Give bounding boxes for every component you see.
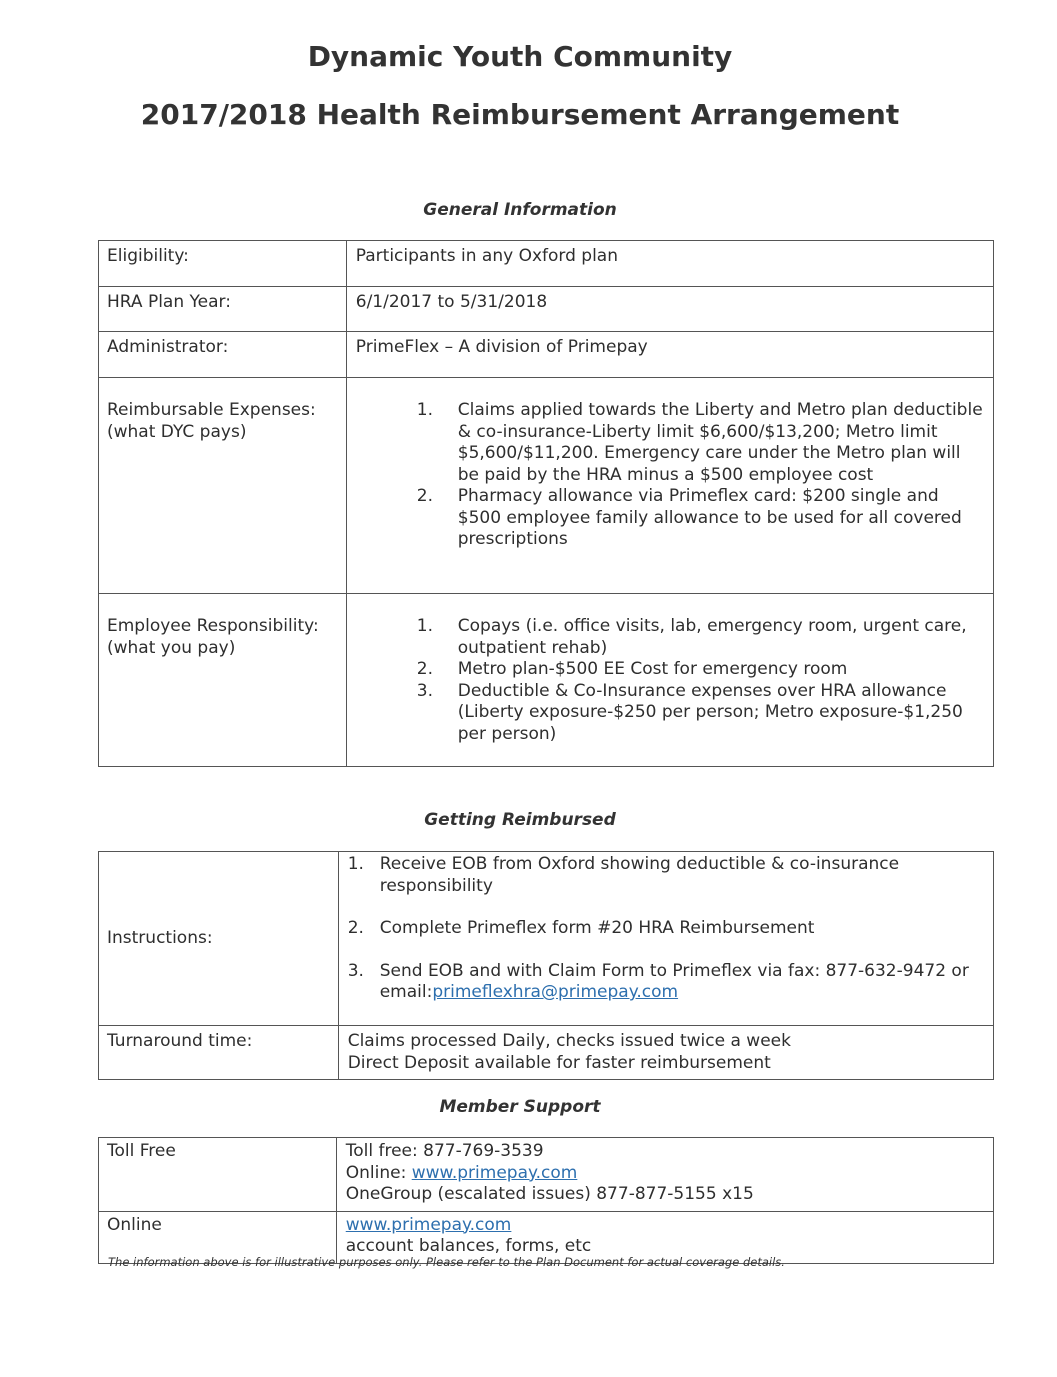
reimbursable-row (99, 378, 994, 594)
online-prefix: Online: (345, 1162, 412, 1183)
member-support-table (98, 1137, 994, 1264)
getting-reimbursed-heading: Getting Reimbursed (424, 810, 616, 830)
document-title: Dynamic Youth Community (307, 40, 733, 73)
list-item-number: 1. (416, 616, 433, 636)
general-information-heading: General Information (423, 200, 617, 220)
employee-responsibility-label (99, 594, 347, 767)
list-item (417, 616, 984, 659)
reimbursable-list (417, 400, 984, 551)
instructions-list (348, 854, 984, 1004)
employee-responsibility-row (99, 594, 994, 767)
instructions-label: Instructions: (99, 852, 339, 1026)
administrator-value: PrimeFlex – A division of Primepay (346, 332, 993, 378)
eligibility-label: Eligibility: (99, 241, 347, 287)
disclaimer-footnote: The information above is for illustrative purposes only. Please refer to the Plan Document for actual coverage details. (108, 1255, 785, 1269)
reimbursable-value (346, 378, 993, 594)
list-item (417, 486, 984, 551)
list-item (348, 854, 984, 897)
document-subtitle: 2017/2018 Health Reimbursement Arrangement (140, 98, 900, 131)
reimbursable-label-line1: Reimbursable Expenses: (107, 400, 316, 420)
list-item-text: Metro plan-$500 EE Cost for emergency room (457, 659, 848, 679)
list-item-text: Receive EOB from Oxford showing deductible & co-insurance responsibility (379, 854, 900, 896)
member-support-heading: Member Support (439, 1097, 601, 1117)
instructions-row (99, 852, 994, 1026)
online-description: account balances, forms, etc (345, 1236, 592, 1256)
employee-responsibility-list (417, 616, 984, 745)
plan-year-row (99, 287, 994, 332)
employee-responsibility-value (346, 594, 993, 767)
list-item-text: Copays (i.e. office visits, lab, emergency room, urgent care, outpatient rehab) (457, 616, 967, 658)
list-item-text: Deductible & Co-Insurance expenses over HRA allowance (Liberty exposure-$250 per person; Metro exposure-$1,250 per person) (457, 680, 963, 744)
plan-year-value: 6/1/2017 to 5/31/2018 (346, 287, 993, 332)
list-item-number: 2. (347, 918, 364, 938)
list-item-number: 1. (416, 400, 433, 420)
toll-free-number: Toll free: 877-769-3539 (345, 1141, 544, 1161)
turnaround-row (99, 1026, 994, 1080)
administrator-row (99, 332, 994, 378)
list-item-text: Complete Primeflex form #20 HRA Reimbursement (379, 918, 815, 938)
onegroup-line: OneGroup (escalated issues) 877-877-5155 x15 (345, 1184, 754, 1204)
administrator-label: Administrator: (99, 332, 347, 378)
toll-free-online (346, 1163, 984, 1185)
turnaround-label: Turnaround time: (99, 1026, 339, 1080)
list-item-text: Pharmacy allowance via Primeflex card: $200 single and $500 employee family allowance to be used for all covered prescriptions (457, 486, 962, 549)
list-item-number: 3. (416, 680, 433, 701)
list-item-text (380, 961, 984, 1004)
list-item (417, 659, 984, 681)
eligibility-row (99, 241, 994, 287)
toll-free-label: Toll Free (99, 1138, 337, 1212)
reimbursable-label (99, 378, 347, 594)
general-information-table (98, 240, 994, 767)
eligibility-value: Participants in any Oxford plan (346, 241, 993, 287)
list-item (348, 918, 984, 940)
list-item-number: 2. (416, 486, 433, 506)
list-item (417, 681, 984, 746)
list-item (417, 400, 984, 486)
primepay-link[interactable]: www.primepay.com (345, 1214, 512, 1235)
primepay-link[interactable]: www.primepay.com (411, 1162, 578, 1183)
getting-reimbursed-table (98, 851, 994, 1080)
list-item-number: 1. (347, 854, 364, 874)
turnaround-line2: Direct Deposit available for faster reimbursement (347, 1052, 771, 1073)
step3-text: Send EOB and with Claim Form to Primeflex via fax: 877-632-9472 or email: (379, 960, 969, 1002)
list-item-number: 2. (416, 659, 433, 679)
toll-free-row (99, 1138, 994, 1212)
email-link[interactable]: primeflexhra@primepay.com (432, 982, 679, 1002)
list-item-number: 3. (347, 960, 364, 981)
turnaround-line1: Claims processed Daily, checks issued twice a week (347, 1031, 791, 1051)
reimbursable-label-line2: (what DYC pays) (107, 421, 247, 442)
employee-responsibility-label-line1: Employee Responsibility: (107, 616, 319, 636)
list-item-text: Claims applied towards the Liberty and Metro plan deductible & co-insurance-Liberty limit $6,600/$13,200; Metro limit $5,600/$11,200. Emergency care under the Metro plan will be paid by the HRA minus a $500 employee cost (457, 400, 983, 485)
toll-free-value (336, 1138, 993, 1212)
instructions-value (338, 852, 993, 1026)
list-item (348, 961, 984, 1004)
employee-responsibility-label-line2: (what you pay) (107, 637, 236, 658)
turnaround-value (338, 1026, 993, 1080)
online-label: Online (99, 1211, 337, 1263)
plan-year-label: HRA Plan Year: (99, 287, 347, 332)
